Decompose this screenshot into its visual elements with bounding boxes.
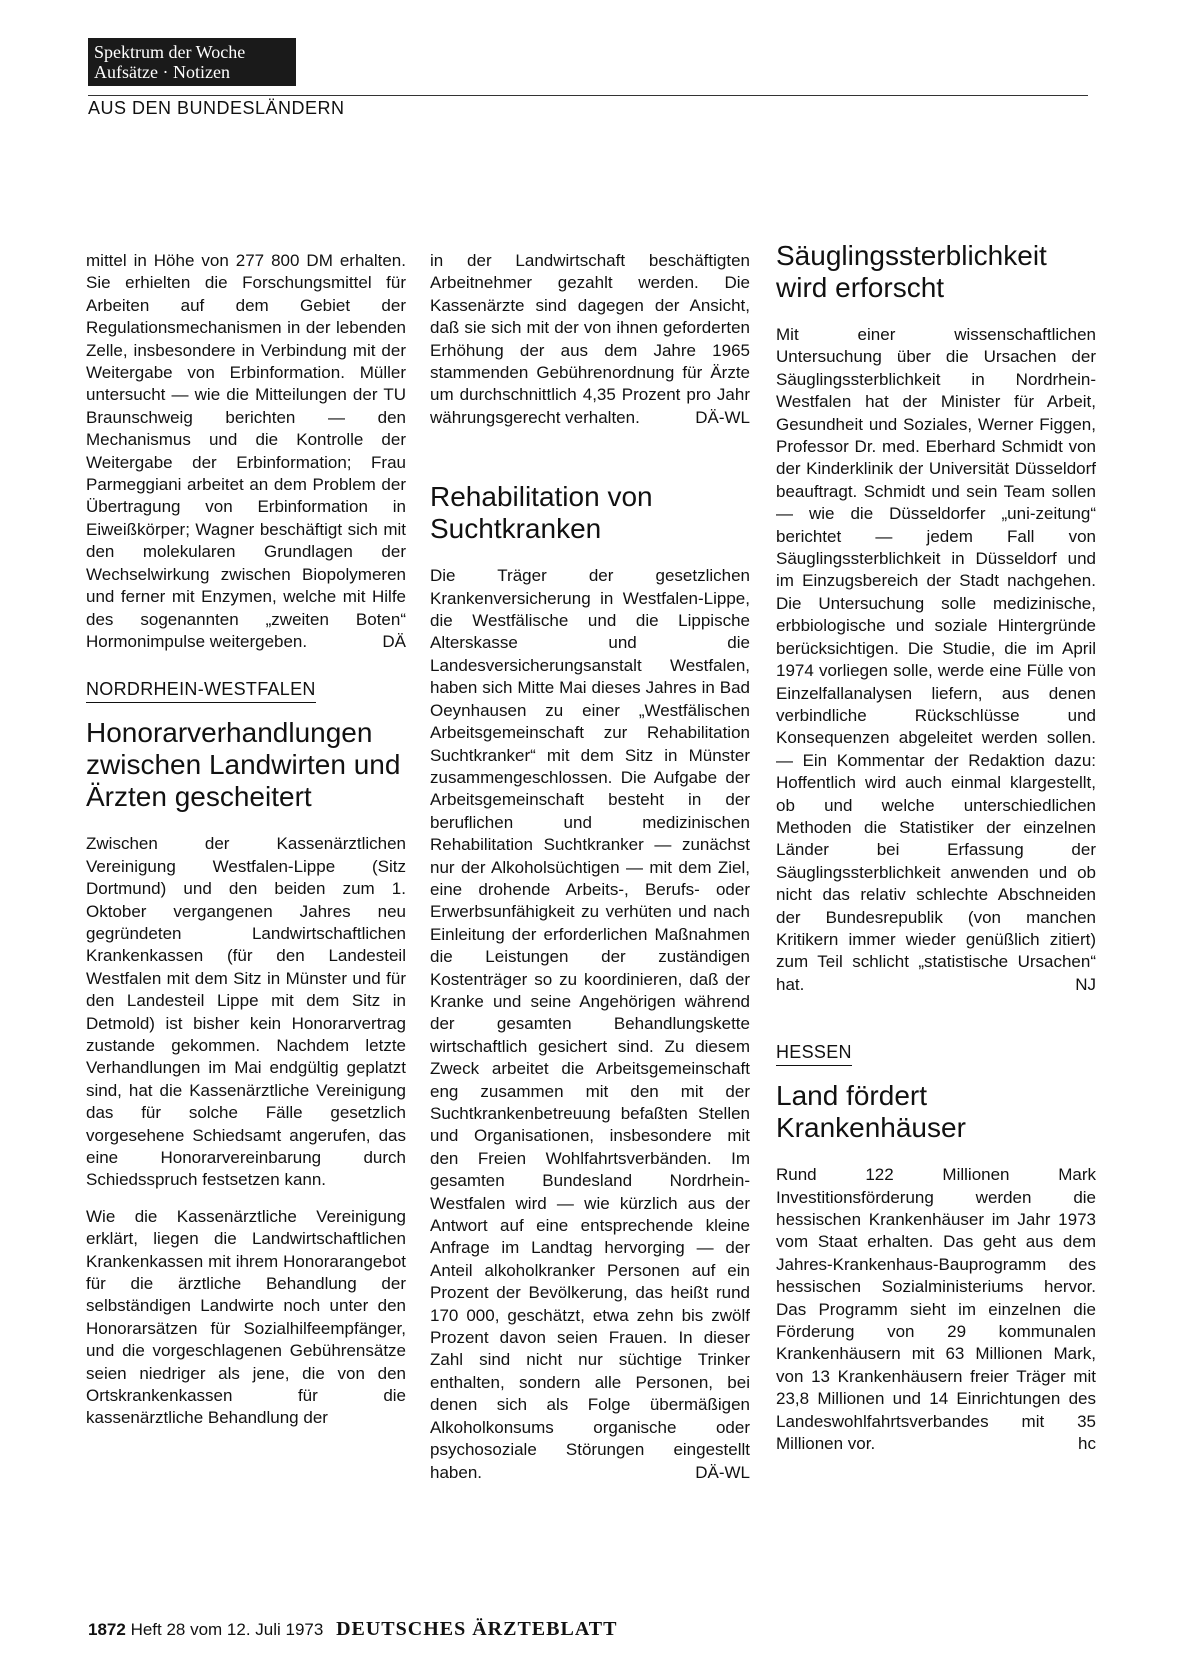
article-headline: Säuglingssterblichkeit wird erforscht — [776, 240, 1047, 303]
region-label: NORDRHEIN-WESTFALEN — [86, 679, 316, 703]
article-headline: Rehabilitation von Suchtkranken — [430, 481, 653, 545]
column-1 — [86, 250, 406, 1430]
article-paragraph: Mit einer wissenschaftlichen Untersuchung über die Ursachen der Säuglingssterblichkeit in Nordrhein-Westfalen hat der Minister für Arbeit, Gesundheit und Soziales, Werner Figgen, Professor Dr. med. Eberhard Schmidt von der Kinderklinik der Universität Düsseldorf beauftragt. Schmidt und sein Team sollen — wie die Düsseldorfer „uni-zeitung“ berichtet — jedem Fall von Säuglingssterblichkeit in Düsseldorf und im Einzugsbereich der Stadt nachgehen. Die Untersuchung solle medizinische, erbbiologische und soziale Hintergründe berücksichtigen. Die Studie, die im April 1974 vorliegen solle, werde eine Fülle von Einzelfallanalysen liefern, aus denen verbindliche Rückschlüsse und Konsequenzen abgeleitet werden sollen. — Ein Kommentar der Redaktion dazu: Hoffentlich wird auch einmal klargestellt, ob und welche unterschiedlichen Methoden die Statistiker der einzelnen Länder bei Erfassung der Säuglingssterblichkeit anwenden und ob nicht das relativ schlechte Abschneiden der Bundesrepublik (von manchen Kritikern immer wieder genüßlich zitiert) zum Teil schlicht „statistische Ursachen“ hat. — [776, 325, 1096, 994]
publication-name: DEUTSCHES ÄRZTEBLATT — [336, 1618, 618, 1640]
page-footer — [88, 1618, 617, 1641]
rubric-line-2: Aufsätze · Notizen — [94, 62, 230, 82]
page-number: 1872 — [88, 1620, 126, 1639]
article-continuation: in der Landwirtschaft beschäftigten Arbeitnehmer gezahlt werden. Die Kassenärzte sind dagegen der Ansicht, daß sie sich mit der von ihnen geforderten Erhöhung der aus dem Jahre 1965 stammenden Gebührenordnung für Ärzte um durchschnittlich 4,35 Prozent pro Jahr währungsgerecht verhalten. — [430, 251, 750, 427]
article-paragraph: Die Träger der gesetzlichen Krankenversicherung in Westfalen-Lippe, die Westfälische und die Lippische Alterskasse und die Landesversicherungsanstalt Westfalen, haben sich Mitte Mai dieses Jahres in Bad Oeynhausen zu einer „Westfälischen Arbeitsgemeinschaft zur Rehabilitation Suchtkranker“ mit dem Sitz in Münster zusammengeschlossen. Die Aufgabe der Arbeitsgemeinschaft besteht in der beruflichen und medizinischen Rehabilitation Suchtkranker — zunächst nur der Alkoholsüchtigen — mit dem Ziel, eine drohende Arbeits-, Berufs- oder Erwerbsunfähigkeit zu verhüten und nach Einleitung der erforderlichen Maßnahmen die Leistungen der zuständigen Kostenträger so zu koordinieren, daß der Kranke und seine Angehörigen während der gesamten Behandlungskette wirtschaftlich gesichert sind. Zu diesem Zweck arbeitet die Arbeitsgemeinschaft eng zusammen mit den mit der Suchtkrankenbetreuung befaßten Stellen und Organisationen, insbesondere mit den Freien Wohlfahrtsverbänden. Im gesamten Bundesland Nordrhein-Westfalen wird — wie kürzlich aus der Antwort auf eine entsprechende kleine Anfrage im Landtag hervorging — der Anteil alkoholkranker Personen auf ein Prozent der Bevölkerung, das heißt rund 170 000, geschätzt, etwa zehn bis zwölf Prozent davon seien Frauen. In dieser Zahl sind nicht nur süchtige Trinker enthalten, sondern alle Personen, bei denen sich als Folge übermäßigen Alkoholkonsums organische oder psychosoziale Störungen eingestellt haben. — [430, 566, 750, 1482]
signature: DÄ-WL — [695, 408, 750, 428]
signature: DÄ — [382, 632, 406, 652]
rubric-box — [88, 38, 296, 86]
column-3 — [776, 240, 1096, 1455]
article-paragraph: Zwischen der Kassenärztlichen Vereinigung Westfalen-Lippe (Sitz Dortmund) und den beiden zum 1. Oktober vergangenen Jahres neu gegründeten Landwirtschaftlichen Krankenkassen (für den Landesteil Westfalen mit dem Sitz in Münster und für den Landesteil Lippe mit dem Sitz in Detmold) ist bisher kein Honorarvertrag zustande gekommen. Nachdem letzte Verhandlungen im Mai endgültig geplatzt sind, hat die Kassenärztliche Vereinigung das für solche Fälle gesetzlich vorgesehene Schiedsamt angerufen, das eine Honorarvereinbarung durch Schiedsspruch festsetzen kann. — [86, 834, 406, 1190]
article-paragraph: Rund 122 Millionen Mark Investitionsförderung werden die hessischen Krankenhäuser im Jahr 1973 vom Staat erhalten. Das geht aus dem Jahres-Krankenhaus-Bauprogramm des hessischen Sozialministeriums hervor. Das Programm sieht im einzelnen die Förderung von 29 kommunalen Krankenhäusern mit 63 Millionen Mark, von 13 Krankenhäusern freier Träger mit 23,8 Millionen und 14 Einrichtungen des Landeswohlfahrtsverbandes mit 35 Millionen vor. — [776, 1165, 1096, 1454]
section-label: AUS DEN BUNDESLÄNDERN — [88, 98, 345, 118]
signature: hc — [1078, 1434, 1096, 1454]
rubric-line-1: Spektrum der Woche — [94, 42, 246, 62]
article-continuation: mittel in Höhe von 277 800 DM erhalten. Sie erhielten die Forschungsmittel für Arbeiten auf dem Gebiet der Regulationsmechanismen in der lebenden Zelle, insbesondere in Verbindung mit der Weitergabe von Erbinformation. Müller untersucht — wie die Mitteilungen der TU Braunschweig berichten — den Mechanismus und die Kontrolle der Weitergabe der Erbinformation; Frau Parmeggiani arbeitet an dem Problem der Übertragung von Erbinformation in Eiweißkörper; Wagner beschäftigt sich mit den molekularen Grundlagen der Wechselwirkung zwischen Biopolymeren und ferner mit Enzymen, welche mit Hilfe des sogenannten „zweiten Boten“ Hormonimpulse weitergeben. — [86, 251, 406, 651]
column-2 — [430, 250, 750, 1484]
issue-info: Heft 28 vom 12. Juli 1973 — [130, 1620, 324, 1639]
signature: DÄ-WL — [695, 1462, 750, 1482]
article-headline: Honorarverhandlungen zwischen Landwirten und Ärzten gescheitert — [86, 717, 401, 813]
article-paragraph: Wie die Kassenärztliche Vereinigung erklärt, liegen die Landwirtschaftlichen Krankenkassen mit ihrem Honorarangebot für die ärztliche Behandlung der selbständigen Landwirte noch unter den Honorarsätzen für Sozialhilfeempfänger, und die vorgeschlagenen Gebührensätze seien niedriger als jene, die von den Ortskrankenkassen für die kassenärztliche Behandlung der — [86, 1206, 406, 1428]
top-rule — [88, 95, 1088, 96]
article-headline: Land fördert Krankenhäuser — [776, 1080, 966, 1144]
signature: NJ — [1075, 975, 1096, 995]
region-label: HESSEN — [776, 1042, 852, 1066]
